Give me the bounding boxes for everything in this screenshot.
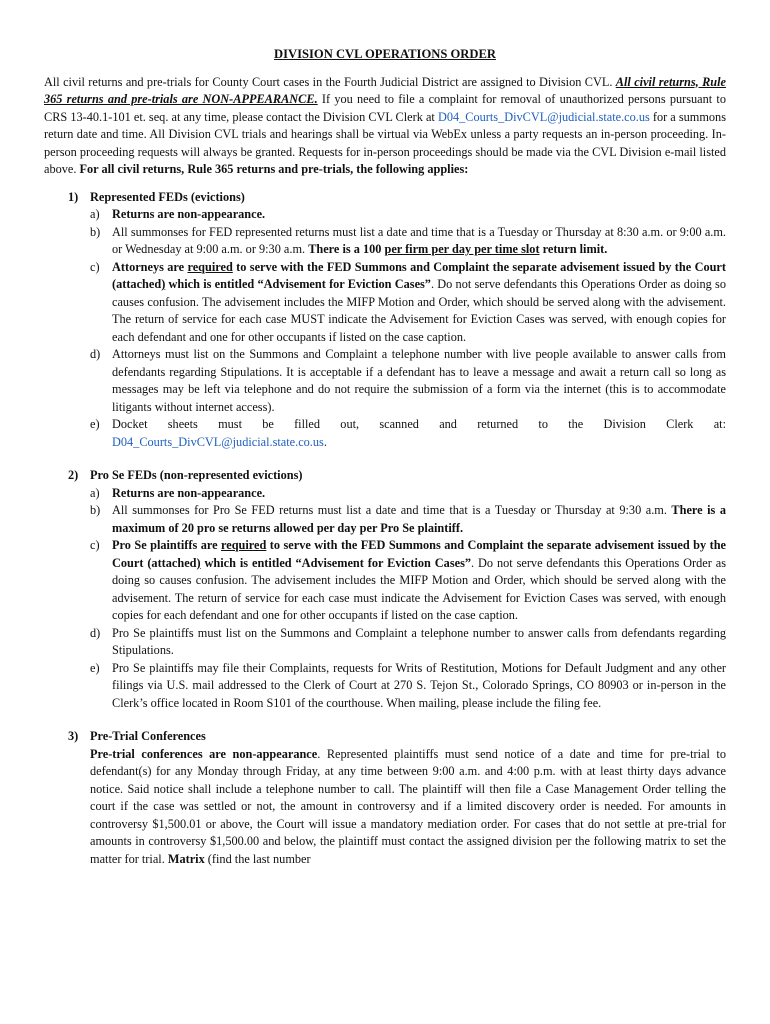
section-spacer xyxy=(44,451,726,467)
document-title: DIVISION CVL OPERATIONS ORDER xyxy=(274,47,496,61)
item-text: Docket sheets must be filled out, scanned and returned to the Division Clerk at: xyxy=(112,417,726,431)
item-text-bold: Attorneys are xyxy=(112,259,188,274)
list-item xyxy=(44,259,726,347)
item-text-bold: to serve with the FED Summons and Complaint the separate advisement issued by the Court (attached xyxy=(112,259,726,291)
intro-non-appearance-notice: All civil returns, Rule 365 returns and pre-trials are NON-APPEARANCE. xyxy=(44,74,726,106)
list-item xyxy=(44,502,726,537)
section-items xyxy=(44,206,726,451)
section-pro-se-feds xyxy=(44,467,726,712)
item-letter: a) xyxy=(90,485,100,500)
section-represented-feds xyxy=(44,189,726,452)
item-letter: e) xyxy=(90,417,100,431)
item-text: All summonses for FED represented returns must list a date and time that is a Tuesday or Thursday at 8:30 a.m. or 9:00 a.m. or Wednesday at 9:00 a.m. or 9:30 a.m. xyxy=(112,224,726,256)
item-text: . xyxy=(323,434,327,449)
intro-paragraph xyxy=(44,74,726,179)
list-item xyxy=(44,485,726,503)
item-letter: d) xyxy=(90,347,101,361)
item-text: Attorneys must list on the Summons and Complaint a telephone number with live people available to answer calls from defendants regarding Stipulations. It is acceptable if a defendant has to leave a message and await a return call so long as messages may be left via telephone and do not require the submission of a form via the internet (this is to accommodate litigants without internet access). xyxy=(112,347,726,414)
list-item xyxy=(44,416,726,451)
item-text: Returns are non-appearance. xyxy=(112,207,266,221)
section-pre-trial-conferences xyxy=(44,728,726,868)
intro-text-1: All civil returns and pre-trials for County Court cases in the Fourth Judicial District are assigned to Division CVL. xyxy=(44,74,616,89)
item-letter: a) xyxy=(90,207,100,221)
document-page xyxy=(44,46,726,868)
section-spacer xyxy=(44,712,726,728)
item-letter: c) xyxy=(90,538,100,552)
section-heading xyxy=(44,728,726,746)
item-text: . Do not serve defendants this Operations Order as doing so causes confusion. The advisement includes the MIFP Motion and Order, which should be served along with the advisement. The return of service for each case MUST indicate the Advisement for Eviction Cases was served, with enough copies for each defendant and one for other occupants if listed on the case caption. xyxy=(112,277,726,344)
intro-email-link[interactable]: D04_Courts_DivCVL@judicial.state.co.us xyxy=(437,109,650,124)
item-text-bold-underline: per firm per day per time slot xyxy=(384,242,540,256)
section-number: 3) xyxy=(68,729,79,743)
section-heading xyxy=(44,189,726,207)
section-number: 1) xyxy=(68,189,79,204)
section-items xyxy=(44,485,726,713)
list-item xyxy=(44,346,726,416)
item-text-bold: which is entitled “Advisement for Eviction Cases” xyxy=(165,277,431,291)
docket-email-link[interactable]: D04_Courts_DivCVL@judicial.state.co.us xyxy=(112,434,324,449)
item-text-required: required xyxy=(221,538,267,552)
item-text-required: required xyxy=(187,259,233,274)
list-item xyxy=(44,660,726,713)
item-text: Pro Se plaintiffs may file their Complaints, requests for Writs of Restitution, Motions for Default Judgment and any other filings via U.S. mail addressed to the Clerk of Court at 270 S. Tejon St., Colorado Springs, CO 80903 or in-person in the Clerk’s office located in Room S101 of the courthouse. When mailing, please include the filing fee. xyxy=(112,660,726,710)
item-letter: b) xyxy=(90,503,101,517)
item-letter: b) xyxy=(90,224,101,239)
item-text-bold: Pre-trial conferences are non-appearance xyxy=(90,746,318,761)
item-letter: e) xyxy=(90,660,100,675)
section-title: Pre-Trial Conferences xyxy=(90,729,206,743)
intro-text-4: for a summons return date and time. All Division CVL trials and hearings shall be virtual via WebEx unless a party requests an in-person proceeding. In-person proceeding requests will always be granted. Requests for in-person proceedings should be made via the CVL Division e-mail listed above. xyxy=(44,109,726,176)
item-text: Pro Se plaintiffs must list on the Summons and Complaint a telephone number to answer calls from defendants regarding Stipulations. xyxy=(112,625,726,657)
list-item xyxy=(44,625,726,660)
section-number: 2) xyxy=(68,468,79,482)
item-text: All summonses for Pro Se FED returns must list a date and time that is a Tuesday or Thursday at 9:30 a.m. xyxy=(112,503,672,517)
item-text-bold-underline: ) xyxy=(161,277,166,291)
item-text-bold: which is entitled “Advisement for Eviction Cases” xyxy=(200,555,472,570)
item-text-bold: Pro Se plaintiffs are xyxy=(112,538,222,552)
item-text: Returns are non-appearance. xyxy=(112,485,266,500)
list-item xyxy=(44,224,726,259)
item-letter: d) xyxy=(90,625,101,640)
section-title: Pro Se FEDs (non-represented evictions) xyxy=(90,468,303,482)
section-title: Represented FEDs (evictions) xyxy=(90,189,245,204)
section-heading xyxy=(44,467,726,485)
item-text: (find the last number xyxy=(204,851,311,866)
item-letter: c) xyxy=(90,259,100,274)
item-text-bold: There is a 100 xyxy=(308,242,385,256)
intro-text-3: If you need to file a complaint for removal of unauthorized persons pursuant to CRS 13-40.1-101 et. seq. at any time, please contact the Division CVL Clerk at xyxy=(44,92,726,124)
item-text-bold: to serve with the FED Summons and Complaint the separate advisement issued by the Court (attached xyxy=(112,538,727,570)
intro-text-5: For all civil returns, Rule 365 returns and pre-trials, the following applies: xyxy=(79,162,469,176)
list-item xyxy=(44,537,726,625)
item-text-bold: return limit. xyxy=(539,242,608,256)
list-item xyxy=(44,206,726,224)
item-text-bold-underline: ) xyxy=(196,555,201,570)
item-text: . Represented plaintiffs must send notice of a date and time for pre-trial to defendant(s) for any Monday through Friday, at any time between 9:00 a.m. and 4:00 p.m. with at least thirty days advance notice. Said notice shall include a telephone number to call. The plaintiff will then file a Case Management Order telling the court if the case was settled or not, the amount in controversy and if a limited discovery order is needed. For amounts in controversy $1,500.01 or above, the Court will issue a mandatory mediation order. For cases that do not settle at pre-trial for amounts in controversy $1,500.00 and below, the plaintiff must contact the assigned division per the following matrix to set the matter for trial. xyxy=(90,746,726,866)
pre-trial-paragraph xyxy=(44,746,726,869)
item-text-bold: There is a maximum of 20 pro se returns allowed per day per Pro Se plaintiff. xyxy=(112,503,726,535)
matrix-label: Matrix xyxy=(167,851,205,866)
item-text: . Do not serve defendants this Operations Order as doing so causes confusion. The advisement includes the MIFP Motion and Order, which should be served along with the advisement. The return of service for each case must indicate the Advisement for Eviction Cases was served, with enough copies for each defendant and one for other occupants if listed on the case caption. xyxy=(112,555,727,622)
